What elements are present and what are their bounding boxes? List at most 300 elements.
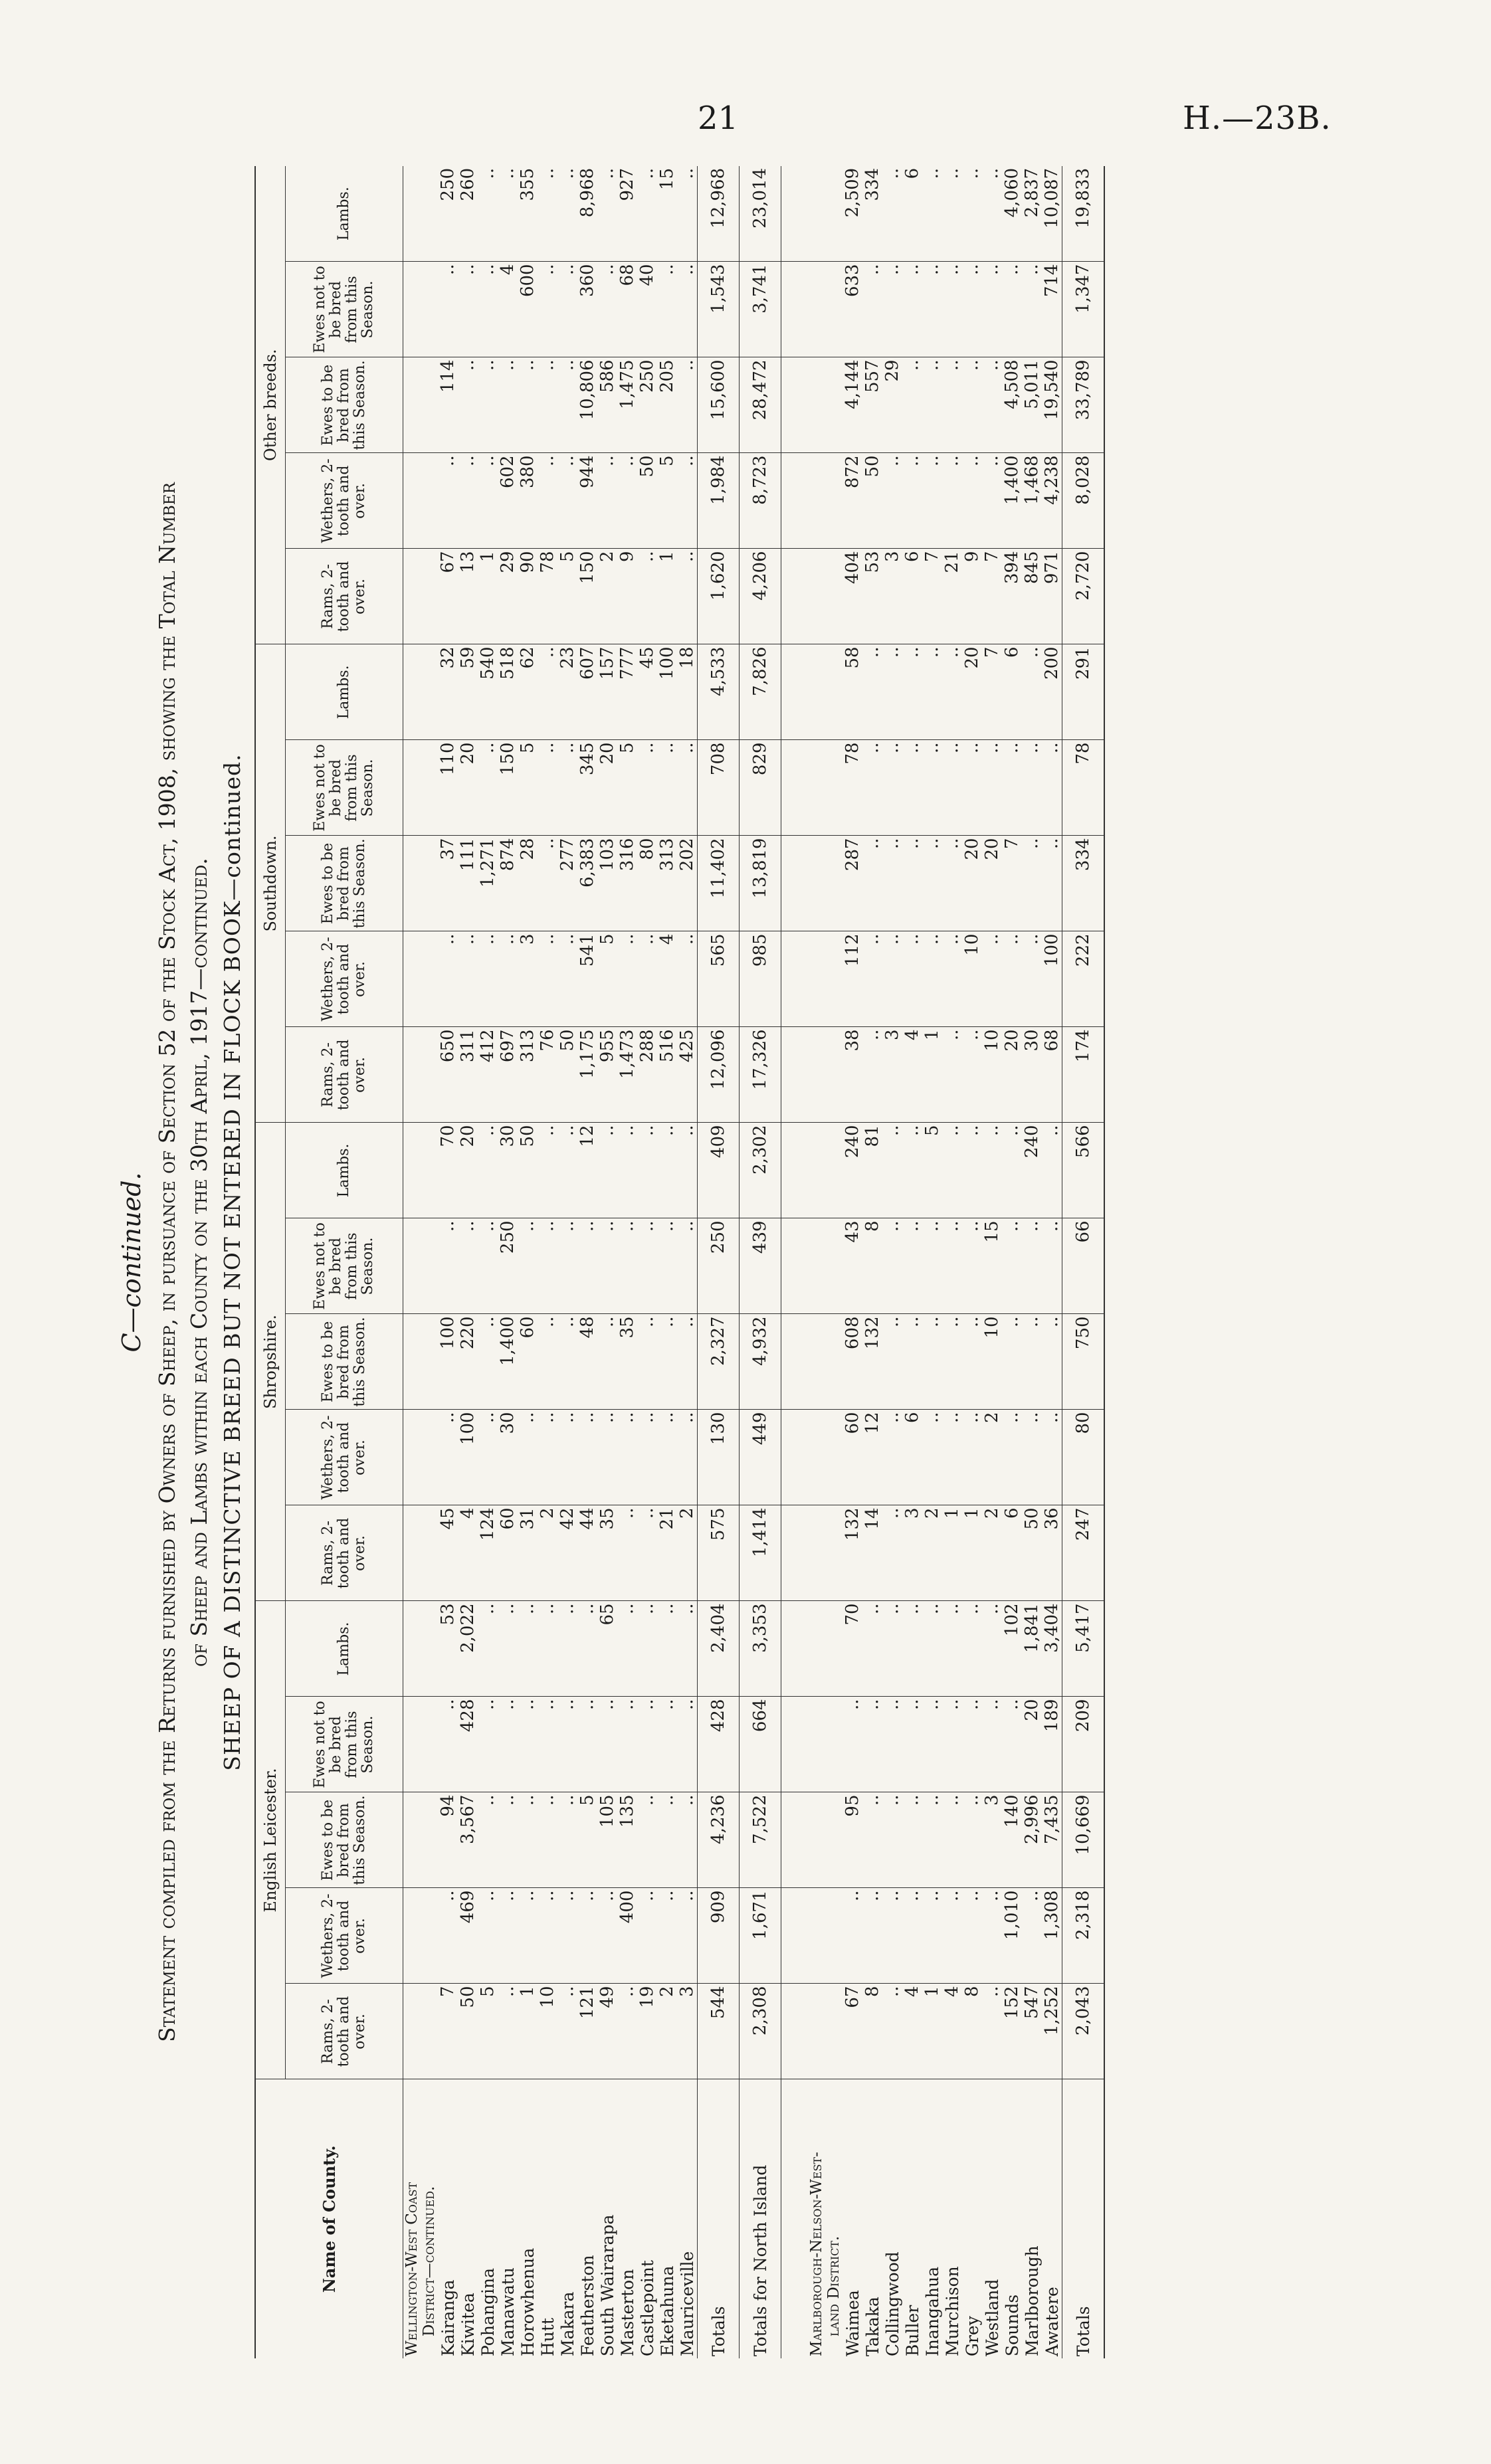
value-cell: 50 — [637, 453, 657, 549]
empty-cell — [808, 166, 843, 262]
value-cell: .. — [577, 1601, 597, 1697]
value-cell: 150 — [577, 549, 597, 644]
value-cell: .. — [518, 1218, 538, 1314]
value-cell: 49 — [597, 1984, 617, 2079]
value-cell: 1,400 — [1002, 453, 1022, 549]
value-cell: .. — [557, 1123, 577, 1218]
value-cell: 130 — [698, 1410, 740, 1505]
value-cell: .. — [657, 1792, 677, 1888]
value-cell: .. — [637, 1218, 657, 1314]
value-cell: 94 — [438, 1792, 458, 1888]
value-cell: .. — [982, 166, 1002, 262]
value-cell: .. — [577, 1888, 597, 1984]
empty-cell — [808, 1888, 843, 1984]
value-cell: 2,327 — [698, 1314, 740, 1410]
value-cell: .. — [438, 931, 458, 1027]
value-cell: 829 — [740, 740, 781, 836]
value-cell: 67 — [843, 1984, 862, 2079]
empty-cell — [808, 1314, 843, 1410]
empty-cell — [781, 931, 809, 1027]
value-cell: .. — [637, 166, 657, 262]
empty-cell — [781, 453, 809, 549]
value-cell: 345 — [577, 740, 597, 836]
value-cell: .. — [518, 1792, 538, 1888]
table-row — [617, 166, 637, 2358]
value-cell: .. — [597, 1123, 617, 1218]
value-cell: 1,841 — [1022, 1601, 1042, 1697]
value-cell: .. — [617, 931, 637, 1027]
col-header: Ewes to be bred from this Season. — [286, 357, 403, 453]
value-cell: .. — [982, 357, 1002, 453]
value-cell: 2,043 — [1062, 1984, 1105, 2079]
county-name: Collingwood — [882, 2251, 902, 2356]
col-header: Ewes to be bred from this Season. — [286, 1792, 403, 1888]
value-cell: 697 — [498, 1027, 518, 1123]
value-cell: 1,252 — [1042, 1984, 1062, 2079]
value-cell: 10,806 — [577, 357, 597, 453]
value-cell: 250 — [698, 1218, 740, 1314]
value-cell: 439 — [740, 1218, 781, 1314]
county-name: Castlepoint — [637, 2260, 657, 2356]
value-cell: .. — [637, 1792, 657, 1888]
value-cell: .. — [478, 1218, 498, 1314]
value-cell: .. — [942, 1218, 962, 1314]
county-name: Totals — [698, 2079, 740, 2358]
value-cell: 66 — [1062, 1218, 1105, 1314]
table-row — [1042, 166, 1062, 2358]
empty-cell — [403, 1984, 439, 2079]
value-cell: 602 — [498, 453, 518, 549]
value-cell: .. — [902, 1601, 922, 1697]
county-name: Waimea — [843, 2290, 862, 2356]
empty-cell — [781, 644, 809, 740]
value-cell: 10 — [538, 1984, 557, 2079]
col-header: Wethers, 2-tooth and over. — [286, 453, 403, 549]
col-header: Ewes not to be bred from this Season. — [286, 1697, 403, 1792]
col-header: Rams, 2-tooth and over. — [286, 549, 403, 644]
empty-cell — [781, 1601, 809, 1697]
empty-cell — [403, 740, 439, 836]
value-cell: 37 — [438, 836, 458, 931]
value-cell: 90 — [518, 549, 538, 644]
value-cell: 50 — [1022, 1505, 1042, 1601]
value-cell: 15 — [657, 166, 677, 262]
value-cell: .. — [478, 740, 498, 836]
value-cell: 5 — [597, 931, 617, 1027]
value-cell: .. — [577, 1697, 597, 1792]
value-cell: 23 — [557, 644, 577, 740]
value-cell: 8 — [962, 1984, 982, 2079]
page-number: 21 — [698, 100, 739, 137]
value-cell: 19 — [637, 1984, 657, 2079]
value-cell: .. — [518, 1888, 538, 1984]
value-cell: .. — [942, 357, 962, 453]
value-cell: .. — [882, 836, 902, 931]
value-cell: .. — [637, 1314, 657, 1410]
value-cell: 53 — [862, 549, 882, 644]
value-cell: 68 — [617, 262, 637, 357]
value-cell: 927 — [617, 166, 637, 262]
value-cell: 394 — [1002, 549, 1022, 644]
value-cell: .. — [677, 1314, 698, 1410]
value-cell: .. — [1042, 1123, 1062, 1218]
value-cell: 28,472 — [740, 357, 781, 453]
value-cell: .. — [922, 1697, 942, 1792]
value-cell: 50 — [862, 453, 882, 549]
value-cell: 29 — [498, 549, 518, 644]
county-name: Marlborough — [1022, 2245, 1042, 2356]
value-cell: .. — [557, 1218, 577, 1314]
value-cell: 2 — [922, 1505, 942, 1601]
value-cell: .. — [677, 1697, 698, 1792]
value-cell: .. — [538, 1314, 557, 1410]
empty-cell — [808, 1792, 843, 1888]
value-cell: 3,353 — [740, 1601, 781, 1697]
value-cell: 76 — [538, 1027, 557, 1123]
table-row — [882, 166, 902, 2358]
value-cell: .. — [942, 931, 962, 1027]
value-cell: 1 — [942, 1505, 962, 1601]
value-cell: 260 — [458, 166, 478, 262]
empty-cell — [403, 836, 439, 931]
value-cell: 20 — [1022, 1697, 1042, 1792]
empty-cell — [403, 262, 439, 357]
value-cell: 20 — [962, 644, 982, 740]
empty-cell — [403, 1792, 439, 1888]
value-cell: 10 — [982, 1027, 1002, 1123]
county-name: Mauriceville — [677, 2251, 697, 2356]
empty-cell — [781, 1792, 809, 1888]
empty-cell — [808, 931, 843, 1027]
value-cell: 1,671 — [740, 1888, 781, 1984]
county-name: Murchison — [942, 2266, 962, 2356]
value-cell: .. — [577, 1218, 597, 1314]
value-cell: 12 — [862, 1410, 882, 1505]
value-cell: .. — [922, 1410, 942, 1505]
value-cell: .. — [1002, 262, 1022, 357]
value-cell: 547 — [1022, 1984, 1042, 2079]
value-cell: 102 — [1002, 1601, 1022, 1697]
value-cell: .. — [982, 453, 1002, 549]
value-cell: 872 — [843, 453, 862, 549]
value-cell: 35 — [617, 1314, 637, 1410]
value-cell: .. — [902, 1792, 922, 1888]
value-cell: .. — [962, 1697, 982, 1792]
value-cell: 20 — [458, 1123, 478, 1218]
value-cell: 140 — [1002, 1792, 1022, 1888]
value-cell: 311 — [458, 1027, 478, 1123]
table-row — [902, 166, 922, 2358]
value-cell: 1,175 — [577, 1027, 597, 1123]
col-header: Lambs. — [286, 166, 403, 262]
value-cell: 608 — [843, 1314, 862, 1410]
value-cell: .. — [538, 1601, 557, 1697]
table-row — [862, 166, 882, 2358]
col-header: Rams, 2-tooth and over. — [286, 1984, 403, 2079]
value-cell: .. — [518, 357, 538, 453]
value-cell: .. — [478, 1601, 498, 1697]
value-cell: 7 — [438, 1984, 458, 2079]
value-cell: 540 — [478, 644, 498, 740]
empty-cell — [808, 262, 843, 357]
table-row — [982, 166, 1002, 2358]
value-cell: .. — [922, 1792, 942, 1888]
value-cell: .. — [962, 262, 982, 357]
value-cell: .. — [557, 1792, 577, 1888]
value-cell: 1,010 — [1002, 1888, 1022, 1984]
table-row — [677, 166, 698, 2358]
table-row — [438, 166, 458, 2358]
value-cell: 1,468 — [1022, 453, 1042, 549]
value-cell: .. — [862, 836, 882, 931]
value-cell: .. — [677, 1218, 698, 1314]
value-cell: 15 — [982, 1218, 1002, 1314]
value-cell: .. — [862, 1888, 882, 1984]
county-name: Kiwitea — [458, 2293, 478, 2356]
value-cell: .. — [597, 1218, 617, 1314]
value-cell: .. — [677, 453, 698, 549]
empty-cell — [808, 1505, 843, 1601]
value-cell: 3 — [882, 1027, 902, 1123]
value-cell: .. — [438, 262, 458, 357]
title-line-2: of Sheep and Lambs within each County on the 30th April, 1917—continued. — [186, 858, 212, 1667]
value-cell: .. — [657, 262, 677, 357]
value-cell: 985 — [740, 931, 781, 1027]
value-cell: .. — [882, 1601, 902, 1697]
value-cell: .. — [962, 1888, 982, 1984]
value-cell: .. — [942, 740, 962, 836]
value-cell: .. — [962, 1410, 982, 1505]
value-cell: 250 — [498, 1218, 518, 1314]
value-cell: .. — [982, 931, 1002, 1027]
value-cell: 2,318 — [1062, 1888, 1105, 1984]
value-cell: .. — [982, 1888, 1002, 1984]
value-cell: .. — [882, 1123, 902, 1218]
empty-cell — [403, 931, 439, 1027]
value-cell: 114 — [438, 357, 458, 453]
col-header: Lambs. — [286, 1601, 403, 1697]
value-cell: .. — [597, 1888, 617, 1984]
value-cell: 100 — [458, 1410, 478, 1505]
value-cell: .. — [597, 262, 617, 357]
value-cell: .. — [557, 166, 577, 262]
north-island-totals-row — [740, 166, 781, 2358]
table-row — [942, 166, 962, 2358]
value-cell: 29 — [882, 357, 902, 453]
value-cell: 157 — [597, 644, 617, 740]
value-cell: 209 — [1062, 1697, 1105, 1792]
table-row — [498, 166, 518, 2358]
table-row — [538, 166, 557, 2358]
value-cell: 3 — [982, 1792, 1002, 1888]
value-cell: 10,087 — [1042, 166, 1062, 262]
value-cell: 955 — [597, 1027, 617, 1123]
empty-cell — [808, 1218, 843, 1314]
value-cell: .. — [498, 1888, 518, 1984]
value-cell: 7,435 — [1042, 1792, 1062, 1888]
value-cell: 20 — [1002, 1027, 1022, 1123]
value-cell: .. — [1042, 740, 1062, 836]
table-row — [843, 166, 862, 2358]
value-cell: .. — [902, 1314, 922, 1410]
value-cell: .. — [982, 740, 1002, 836]
value-cell: 60 — [843, 1410, 862, 1505]
value-cell: 4,060 — [1002, 166, 1022, 262]
spacer-row — [781, 166, 809, 2358]
value-cell: 30 — [498, 1123, 518, 1218]
value-cell: .. — [637, 931, 657, 1027]
value-cell: 6 — [1002, 644, 1022, 740]
value-cell: 6 — [902, 549, 922, 644]
value-cell: .. — [617, 1218, 637, 1314]
value-cell: 103 — [597, 836, 617, 931]
value-cell: .. — [677, 1792, 698, 1888]
value-cell: 1,984 — [698, 453, 740, 549]
value-cell: 30 — [498, 1410, 518, 1505]
value-cell: .. — [902, 1888, 922, 1984]
value-cell: 6,383 — [577, 836, 597, 931]
value-cell: 10 — [982, 1314, 1002, 1410]
value-cell: 7 — [1002, 836, 1022, 931]
value-cell: .. — [942, 1601, 962, 1697]
value-cell: 3 — [677, 1984, 698, 2079]
county-name: Hutt — [538, 2318, 557, 2356]
value-cell: 10,669 — [1062, 1792, 1105, 1888]
value-cell: .. — [902, 262, 922, 357]
value-cell: .. — [862, 740, 882, 836]
value-cell: 425 — [677, 1027, 698, 1123]
value-cell: 1 — [922, 1027, 942, 1123]
value-cell: 380 — [518, 453, 538, 549]
value-cell: .. — [657, 740, 677, 836]
value-cell: 287 — [843, 836, 862, 931]
district-name-line: land District. — [825, 2235, 843, 2336]
col-header: Ewes to be bred from this Season. — [286, 836, 403, 931]
empty-cell — [808, 1027, 843, 1123]
value-cell: 1,347 — [1062, 262, 1105, 357]
value-cell: 50 — [518, 1123, 538, 1218]
value-cell: 240 — [843, 1123, 862, 1218]
value-cell: .. — [962, 357, 982, 453]
value-cell: 586 — [597, 357, 617, 453]
value-cell: 13,819 — [740, 836, 781, 931]
value-cell: 8,723 — [740, 453, 781, 549]
value-cell: 2,837 — [1022, 166, 1042, 262]
value-cell: 5,417 — [1062, 1601, 1105, 1697]
value-cell: .. — [538, 740, 557, 836]
value-cell: 566 — [1062, 1123, 1105, 1218]
value-cell: .. — [1002, 740, 1022, 836]
empty-cell — [781, 740, 809, 836]
empty-cell — [403, 357, 439, 453]
county-name: Grey — [962, 2316, 982, 2356]
value-cell: .. — [843, 1697, 862, 1792]
district-name-line: Wellington-West Coast — [403, 2182, 421, 2356]
value-cell: .. — [1022, 1888, 1042, 1984]
value-cell: 4,144 — [843, 357, 862, 453]
value-cell: .. — [518, 1601, 538, 1697]
value-cell: .. — [597, 166, 617, 262]
county-name: Totals for North Island — [740, 2079, 781, 2358]
value-cell: 240 — [1022, 1123, 1042, 1218]
value-cell: 4 — [902, 1984, 922, 2079]
value-cell: 20 — [962, 836, 982, 931]
breed-group-header-row — [255, 166, 286, 2358]
county-name: Westland — [982, 2279, 1002, 2356]
table-row — [962, 166, 982, 2358]
value-cell: .. — [538, 357, 557, 453]
value-cell: .. — [458, 357, 478, 453]
value-cell: .. — [862, 931, 882, 1027]
empty-cell — [781, 1218, 809, 1314]
value-cell: 1 — [962, 1505, 982, 1601]
value-cell: 334 — [862, 166, 882, 262]
value-cell: 2,022 — [458, 1601, 478, 1697]
value-cell: 565 — [698, 931, 740, 1027]
col-header: Ewes to be bred from this Season. — [286, 1314, 403, 1410]
value-cell: 313 — [518, 1027, 538, 1123]
value-cell: 48 — [577, 1314, 597, 1410]
value-cell: .. — [862, 262, 882, 357]
empty-cell — [781, 1027, 809, 1123]
col-header: Wethers, 2-tooth and over. — [286, 1888, 403, 1984]
value-cell: 874 — [498, 836, 518, 931]
district-name-line: District—continued. — [421, 2186, 438, 2336]
value-cell: .. — [538, 166, 557, 262]
value-cell: .. — [617, 1697, 637, 1792]
value-cell: .. — [438, 1697, 458, 1792]
value-cell: 1 — [922, 1984, 942, 2079]
county-name: South Wairarapa — [597, 2214, 617, 2356]
county-name: Buller — [902, 2305, 922, 2356]
value-cell: 38 — [843, 1027, 862, 1123]
value-cell: .. — [982, 1697, 1002, 1792]
value-cell: 5 — [657, 453, 677, 549]
value-cell: 132 — [843, 1505, 862, 1601]
value-cell: .. — [637, 1505, 657, 1601]
value-cell: 516 — [657, 1027, 677, 1123]
value-cell: 9 — [617, 549, 637, 644]
value-cell: 112 — [843, 931, 862, 1027]
value-cell: .. — [458, 1218, 478, 1314]
value-cell: .. — [942, 1027, 962, 1123]
value-cell: 5 — [577, 1792, 597, 1888]
value-cell: .. — [942, 1697, 962, 1792]
empty-cell — [808, 1410, 843, 1505]
value-cell: 4 — [458, 1505, 478, 1601]
group-other-breeds: Other breeds. — [255, 166, 286, 644]
value-cell: 3 — [518, 931, 538, 1027]
value-cell: .. — [942, 1888, 962, 1984]
empty-cell — [403, 1218, 439, 1314]
value-cell: 11,402 — [698, 836, 740, 931]
county-name: Featherston — [577, 2255, 597, 2356]
value-cell: .. — [478, 1888, 498, 1984]
value-cell: 664 — [740, 1697, 781, 1792]
empty-cell — [781, 2079, 809, 2358]
value-cell: 7 — [922, 549, 942, 644]
value-cell: 4,238 — [1042, 453, 1062, 549]
value-cell: 518 — [498, 644, 518, 740]
value-cell: .. — [962, 1123, 982, 1218]
value-cell: 19,833 — [1062, 166, 1105, 262]
value-cell: 5 — [478, 1984, 498, 2079]
district-name-line: Marlborough-Nelson-West- — [808, 2152, 825, 2356]
value-cell: .. — [498, 357, 518, 453]
value-cell: 1,271 — [478, 836, 498, 931]
value-cell: 4,508 — [1002, 357, 1022, 453]
empty-cell — [403, 1697, 439, 1792]
